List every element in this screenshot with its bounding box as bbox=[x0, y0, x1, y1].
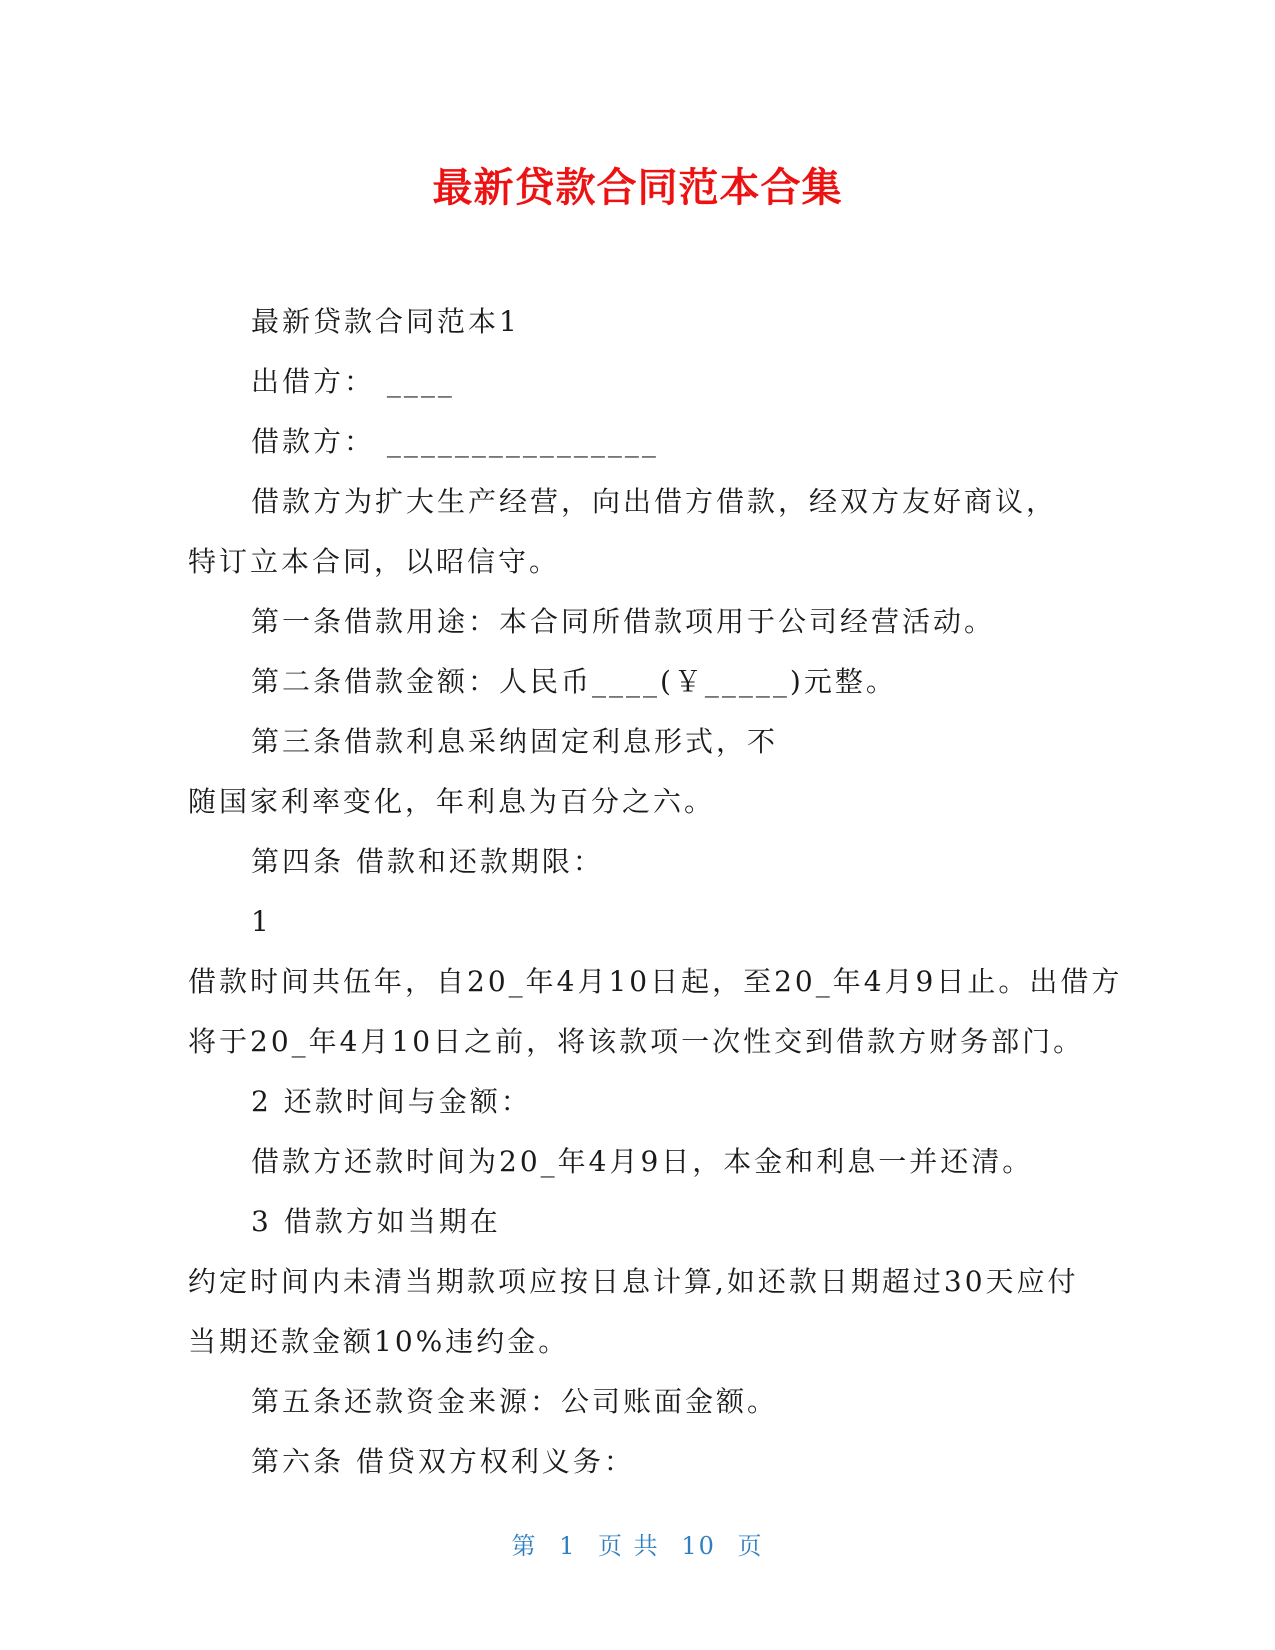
article-1: 第一条借款用途：本合同所借款项用于公司经营活动。 bbox=[251, 605, 996, 638]
document-body bbox=[188, 292, 1123, 1492]
paragraph-line: 将于20_年4月10日之前，将该款项一次性交到借款方财务部门。 bbox=[188, 1025, 1085, 1058]
borrower-field: 借款方： ________________ bbox=[251, 425, 659, 458]
article-3: 第三条借款利息采纳固定利息形式，不 bbox=[251, 725, 779, 758]
article-4: 第四条 借款和还款期限： bbox=[251, 845, 604, 878]
paragraph-line: 借款时间共伍年，自20_年4月10日起，至20_年4月9日止。出借方 bbox=[188, 965, 1123, 998]
article-6: 第六条 借贷双方权利义务： bbox=[251, 1445, 635, 1478]
current-page: 1 bbox=[559, 1532, 577, 1560]
lender-field: 出借方： ____ bbox=[251, 365, 455, 398]
footer-middle: 页 共 bbox=[598, 1532, 660, 1560]
page-number-footer bbox=[0, 1530, 1275, 1562]
clause-number: 1 bbox=[251, 905, 272, 938]
article-2: 第二条借款金额：人民币____(￥_____)元整。 bbox=[251, 665, 897, 698]
article-5: 第五条还款资金来源：公司账面金额。 bbox=[251, 1385, 779, 1418]
section-heading: 最新贷款合同范本1 bbox=[251, 305, 520, 338]
document-title: 最新贷款合同范本合集 bbox=[432, 165, 843, 211]
total-pages: 10 bbox=[681, 1532, 716, 1560]
footer-suffix: 页 bbox=[737, 1532, 764, 1560]
paragraph-line: 当期还款金额10%违约金。 bbox=[188, 1325, 570, 1358]
clause-3: 3 借款方如当期在 bbox=[251, 1205, 501, 1238]
paragraph-line: 特订立本合同，以昭信守。 bbox=[188, 545, 561, 578]
paragraph-line: 随国家利率变化，年利息为百分之六。 bbox=[188, 785, 716, 818]
clause-2: 2 还款时间与金额： bbox=[251, 1085, 532, 1118]
paragraph-line: 借款方为扩大生产经营，向出借方借款，经双方友好商议， bbox=[251, 485, 1058, 518]
paragraph-line: 约定时间内未清当期款项应按日息计算,如还款日期超过30天应付 bbox=[188, 1265, 1079, 1298]
footer-prefix: 第 bbox=[511, 1532, 538, 1560]
paragraph-line: 借款方还款时间为20_年4月9日，本金和利息一并还清。 bbox=[251, 1145, 1034, 1178]
